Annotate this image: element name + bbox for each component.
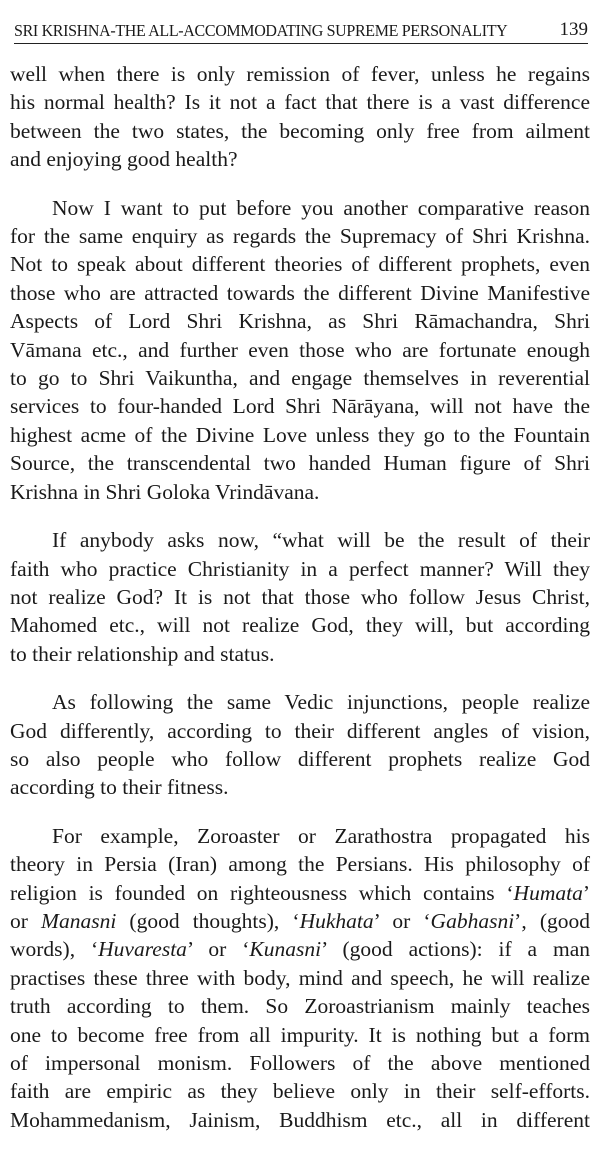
text-run: ’, (good	[514, 908, 590, 933]
running-header	[14, 16, 588, 44]
text-run: or	[10, 908, 42, 933]
text-line: Aspects of Lord Shri Krishna, as Shri Rāmachandra, Shri	[10, 309, 590, 334]
text-line: If anybody asks now, “what will be the result of their	[52, 528, 590, 553]
text-run: ’ or ‘	[373, 908, 431, 933]
text-line: faith who practice Christianity in a perfect manner? Will they	[10, 556, 590, 581]
text-line: Krishna in Shri Goloka Vrindāvana.	[10, 479, 320, 504]
text-line: Vāmana etc., and further even those who are fortunate enough	[10, 337, 590, 362]
italic-term: Manasni	[41, 908, 117, 933]
text-line: theory in Persia (Iran) among the Persians. His philosophy of	[10, 852, 590, 877]
paragraph	[10, 60, 590, 174]
text-line: to go to Shri Vaikuntha, and engage themselves in reverential	[10, 366, 590, 391]
text-line: practises these three with body, mind and speech, he will realize	[10, 965, 590, 990]
running-title: SRI KRISHNA-THE ALL-ACCOMMODATING SUPREME PERSONALITY	[14, 21, 508, 40]
text-line: Now I want to put before you another comparative reason	[52, 195, 590, 220]
text-line: one to become free from all impurity. It is nothing but a form	[10, 1022, 590, 1047]
text-line: for the same enquiry as regards the Supremacy of Shri Krishna.	[10, 224, 590, 249]
paragraph	[10, 822, 590, 1134]
italic-term: Kunasni	[249, 937, 322, 962]
text-line: and enjoying good health?	[10, 147, 238, 172]
text-line: truth according to them. So Zoroastrianism mainly teaches	[10, 994, 590, 1019]
text-line: those who are attracted towards the different Divine Manifestive	[10, 280, 590, 305]
paragraph	[10, 194, 590, 506]
text-line: Not to speak about different theories of different prophets, even	[10, 252, 590, 277]
text-line: Source, the transcendental two handed Human figure of Shri	[10, 451, 590, 476]
text-line: faith are empiric as they believe only in their self-efforts.	[10, 1079, 590, 1104]
text-line: highest acme of the Divine Love unless they go to the Fountain	[10, 422, 590, 447]
italic-term: Huvaresta	[98, 937, 187, 962]
body-text	[10, 60, 590, 1154]
italic-term: Humata	[513, 880, 583, 905]
text-line: God differently, according to their different angles of vision,	[10, 718, 590, 743]
text-run: ’ (good actions): if a man	[321, 937, 591, 962]
text-line: to their relationship and status.	[10, 641, 275, 666]
text-line: services to four-handed Lord Shri Nārāyana, will not have the	[10, 394, 590, 419]
italic-term: Hukhata	[299, 908, 374, 933]
paragraph	[10, 526, 590, 668]
text-line: of impersonal monism. Followers of the above mentioned	[10, 1051, 590, 1075]
text-line: not realize God? It is not that those who follow Jesus Christ,	[10, 584, 590, 609]
text-line: As following the same Vedic injunctions, people realize	[52, 690, 590, 715]
text-line: so also people who follow different prophets realize God	[10, 746, 590, 771]
text-run: (good thoughts), ‘	[116, 908, 300, 933]
text-run: ’	[582, 880, 590, 905]
text-line	[10, 907, 590, 935]
text-run: ’ or ‘	[186, 937, 250, 962]
page-number: 139	[559, 19, 588, 40]
text-line	[10, 935, 590, 963]
text-line: For example, Zoroaster or Zarathostra propagated his	[52, 823, 590, 848]
text-run: words), ‘	[10, 937, 99, 962]
text-line: Mahomed etc., will not realize God, they will, but according	[10, 613, 590, 638]
paragraph	[10, 688, 590, 802]
text-line: well when there is only remission of fever, unless he regains	[10, 62, 590, 86]
text-line	[10, 879, 590, 907]
text-run: religion is founded on righteousness which contains ‘	[10, 880, 514, 905]
text-line: his normal health? Is it not a fact that there is a vast difference	[10, 90, 590, 115]
text-line: between the two states, the becoming only free from ailment	[10, 118, 590, 143]
text-line: according to their fitness.	[10, 775, 229, 800]
italic-term: Gabhasni	[430, 908, 515, 933]
text-line: Mohammedanism, Jainism, Buddhism etc., all in different	[10, 1107, 590, 1132]
